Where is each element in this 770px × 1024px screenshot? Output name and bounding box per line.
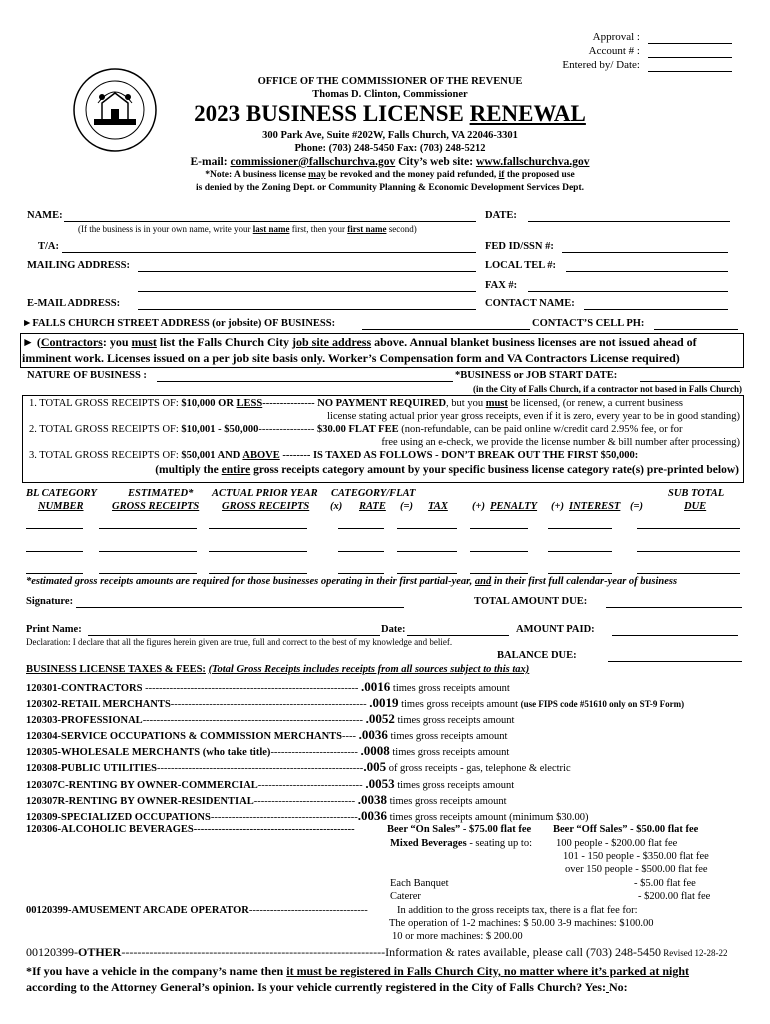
table-cell-blank[interactable] (99, 528, 197, 529)
col-eq-2: (=) (630, 501, 643, 512)
street-address-field[interactable] (362, 329, 530, 330)
contact-name-label: CONTACT NAME: (485, 298, 575, 309)
receipts-tier-3: 3. TOTAL GROSS RECEIPTS OF: $50,001 AND ABOVE -------- IS TAXED AS FOLLOWS - DON’T BREAK OUT THE FIRST $50,000: (29, 450, 639, 461)
arcade-info-2: The operation of 1-2 machines: $ 50.00 3-9 machines: $100.00 (389, 918, 654, 929)
start-date-label: *BUSINESS or JOB START DATE: (455, 370, 618, 381)
table-cell-blank[interactable] (338, 573, 384, 574)
mailing-label: MAILING ADDRESS: (27, 260, 130, 271)
table-cell-blank[interactable] (470, 551, 528, 552)
col-due: DUE (684, 501, 707, 512)
name-label: NAME: (27, 210, 63, 221)
table-cell-blank[interactable] (637, 528, 740, 529)
fee-item: 120304-SERVICE OCCUPATIONS & COMMISSION MERCHANTS---- .0036 times gross receipts amount (26, 727, 508, 742)
declaration-text: Declaration: I declare that all the figures herein given are true, full and correct to the best of my knowledge and belief. (26, 637, 453, 647)
vehicle-notice-2: according to the Attorney General’s opinion. Is your vehicle currently registered in the City of Falls Church? Yes: No: (26, 980, 628, 994)
contractor-notice-box (20, 333, 744, 368)
signature-field[interactable] (76, 607, 404, 608)
localtel-field[interactable] (566, 271, 728, 272)
fee-item: 120303-PROFESSIONAL--------------------------------------------------------------- .0052 times gross receipts amount (26, 711, 515, 726)
col-estimated: ESTIMATED* (128, 488, 194, 499)
table-cell-blank[interactable] (209, 573, 307, 574)
table-cell-blank[interactable] (637, 551, 740, 552)
table-cell-blank[interactable] (209, 551, 307, 552)
table-cell-blank[interactable] (397, 528, 457, 529)
website-link[interactable]: www.fallschurchva.gov (475, 156, 590, 168)
fee-item: 120307R-RENTING BY OWNER-RESIDENTIAL----------------------------- .0038 times gross receipts amount (26, 792, 507, 807)
page-title: 2023 BUSINESS LICENSE RENEWAL (194, 101, 586, 126)
fedid-label: FED ID/SSN #: (485, 241, 554, 252)
table-cell-blank[interactable] (209, 528, 307, 529)
col-eq: (=) (400, 501, 413, 512)
alcohol-code: 120306-ALCOHOLIC BEVERAGES---------------------------------------------- (26, 824, 355, 835)
name-hint: (If the business is in your own name, write your last name first, then your first name second) (78, 224, 417, 234)
col-x: (x) (330, 501, 343, 512)
nature-label: NATURE OF BUSINESS : (27, 370, 147, 381)
email-website-line: E-mail: commissioner@fallschurchva.gov City’s web site: www.fallschurchva.gov (190, 156, 590, 168)
col-tax: TAX (428, 501, 448, 512)
name-field[interactable] (64, 221, 476, 222)
col-subtotal: SUB TOTAL (668, 488, 725, 499)
start-date-field[interactable] (640, 381, 740, 382)
banquet-label: Each Banquet (390, 878, 449, 889)
account-line[interactable] (648, 57, 732, 58)
mixed-tier-3: over 150 people - $500.00 flat fee (565, 864, 708, 875)
cell-label: CONTACT’S CELL PH: (532, 318, 645, 329)
table-cell-blank[interactable] (548, 551, 612, 552)
table-footnote: *estimated gross receipts amounts are required for those businesses operating in their first partial-year, and in their first full calendar-year of business (26, 576, 678, 587)
col-category-flat: CATEGORY/FLAT (331, 488, 416, 499)
table-cell-blank[interactable] (26, 551, 83, 552)
amount-paid-label: AMOUNT PAID: (516, 624, 595, 635)
col-plus-1: (+) (472, 501, 485, 512)
fax-label: FAX #: (485, 280, 518, 291)
vehicle-notice-1: *If you have a vehicle in the company’s name then it must be registered in Falls Church City, no matter where it’s parked at night (26, 964, 690, 978)
receipts-tier-2-detail: free using an e-check, we provide the license number & bill number after processing) (381, 437, 740, 448)
cell-field[interactable] (654, 329, 738, 330)
col-interest: INTEREST (569, 501, 621, 512)
table-cell-blank[interactable] (338, 551, 384, 552)
fees-heading: BUSINESS LICENSE TAXES & FEES: (Total Gross Receipts includes receipts from all sources subject to this tax) (26, 664, 530, 675)
caterer-label: Caterer (390, 891, 421, 902)
total-due-field[interactable] (606, 607, 742, 608)
entered-label: Entered by/ Date: (562, 59, 640, 71)
note-line-2: is denied by the Zoning Dept. or Community Planning & Economic Development Services Dept. (195, 183, 584, 193)
table-cell-blank[interactable] (548, 528, 612, 529)
mixed-tier-2: 101 - 150 people - $350.00 flat fee (563, 851, 709, 862)
arcade-info-3: 10 or more machines: $ 200.00 (392, 931, 523, 942)
table-cell-blank[interactable] (470, 528, 528, 529)
table-cell-blank[interactable] (338, 528, 384, 529)
mixed-beverages: Mixed Beverages - seating up to: (390, 838, 533, 849)
beer-off-sales: Beer “Off Sales” - $50.00 flat fee (553, 824, 699, 835)
table-cell-blank[interactable] (637, 573, 740, 574)
gross-receipts-box (22, 395, 744, 483)
office-address: 300 Park Ave, Suite #202W, Falls Church, VA 22046-3301 (262, 130, 518, 141)
date-label: DATE: (485, 210, 517, 221)
col-number: NUMBER (38, 501, 84, 512)
email-link[interactable]: commissioner@fallschurchva.gov (230, 156, 396, 168)
approval-line[interactable] (648, 43, 732, 44)
office-name: OFFICE OF THE COMMISSIONER OF THE REVENUE (257, 76, 523, 87)
entered-line[interactable] (648, 71, 732, 72)
table-cell-blank[interactable] (99, 573, 197, 574)
amount-paid-field[interactable] (612, 635, 738, 636)
start-date-hint: (in the City of Falls Church, if a contractor not based in Falls Church) (472, 384, 742, 394)
col-penalty: PENALTY (490, 501, 538, 512)
sign-date-label: Date: (381, 624, 406, 635)
mailing-field[interactable] (138, 271, 476, 272)
localtel-label: LOCAL TEL #: (485, 260, 556, 271)
col-plus-2: (+) (551, 501, 564, 512)
ta-label: T/A: (38, 241, 59, 252)
fee-item: 120307C-RENTING BY OWNER-COMMERCIAL------------------------------ .0053 times gross receipts amount (26, 776, 515, 791)
table-cell-blank[interactable] (397, 551, 457, 552)
fee-item: 120305-WHOLESALE MERCHANTS (who take title)------------------------- .0008 times gross receipts amount (26, 743, 510, 758)
table-cell-blank[interactable] (470, 573, 528, 574)
fee-item: 120308-PUBLIC UTILITIES-----------------------------------------------------------.005 of gross receipts - gas, telephone & electric (26, 759, 571, 774)
mailing-field-2[interactable] (138, 291, 476, 292)
contractor-notice-line-2: imminent work. Licenses issued on a per job site basis only. Worker’s Compensation form and VA Contractors License required) (22, 351, 680, 365)
office-phone: Phone: (703) 248-5450 Fax: (703) 248-5212 (294, 143, 486, 154)
fedid-field[interactable] (562, 252, 728, 253)
account-label: Account # : (588, 45, 640, 57)
col-bl-category: BL CATEGORY (26, 488, 97, 499)
commissioner-name: Thomas D. Clinton, Commissioner (312, 89, 468, 100)
fax-field[interactable] (528, 291, 728, 292)
print-name-field[interactable] (88, 635, 380, 636)
table-cell-blank[interactable] (548, 573, 612, 574)
balance-due-field[interactable] (608, 661, 742, 662)
fee-item: 120302-RETAIL MERCHANTS-------------------------------------------------------- .0019 times gross receipts amount (use FIPS code #51610 only on ST-9 Form) (26, 695, 685, 710)
signature-label: Signature: (26, 596, 74, 607)
ta-field[interactable] (62, 252, 476, 253)
print-name-label: Print Name: (26, 624, 82, 635)
sign-date-field[interactable] (407, 635, 509, 636)
caterer-fee: - $200.00 flat fee (638, 891, 711, 902)
receipts-tier-3-detail: (multiply the entire gross receipts category amount by your specific business license category rate(s) pre-printed below) (155, 464, 739, 476)
banquet-fee: - $5.00 flat fee (634, 878, 696, 889)
receipts-tier-2: 2. TOTAL GROSS RECEIPTS OF: $10,001 - $50,000---------------- $30.00 FLAT FEE (non-refundable, can be paid online w/credit card 2.95% fee, or for (29, 424, 683, 435)
nature-field[interactable] (157, 381, 453, 382)
beer-on-sales: Beer “On Sales” - $75.00 flat fee (387, 824, 532, 835)
approval-label: Approval : (592, 31, 640, 43)
mixed-tier-1: 100 people - $200.00 flat fee (556, 838, 678, 849)
contractor-notice-line-1: ► (Contractors: you must list the Falls Church City job site address above. Annual blanket business licenses are not issued ahead of (22, 335, 697, 349)
col-rate: RATE (359, 501, 386, 512)
email-address-label: E-MAIL ADDRESS: (27, 298, 121, 309)
col-gross-receipts-2: GROSS RECEIPTS (222, 501, 310, 512)
arcade-info-1: In addition to the gross receipts tax, there is a flat fee for: (397, 905, 638, 916)
fee-item: 120301-CONTRACTORS ------------------------------------------------------------- .0016 times gross receipts amount (26, 679, 510, 694)
street-address-label: ►FALLS CHURCH STREET ADDRESS (or jobsite) OF BUSINESS: (22, 318, 336, 329)
date-field[interactable] (528, 221, 730, 222)
table-cell-blank[interactable] (26, 528, 83, 529)
other-line: 00120399-OTHER------------------------------------------------------------------Information & rates available, please call (703) 248-5450 Revised 12-28-22 (26, 945, 728, 959)
balance-due-label: BALANCE DUE: (497, 650, 577, 661)
contact-name-field[interactable] (584, 309, 728, 310)
total-due-label: TOTAL AMOUNT DUE: (474, 596, 588, 607)
table-cell-blank[interactable] (99, 551, 197, 552)
fee-item: 120309-SPECIALIZED OCCUPATIONS------------------------------------------.0036 times gross receipts amount (minimum $30.00) (26, 808, 589, 823)
table-cell-blank[interactable] (397, 573, 457, 574)
receipts-tier-1-detail: license stating actual prior year gross receipts, even if it is zero, every year to be in good standing) (327, 411, 740, 422)
table-cell-blank[interactable] (26, 573, 83, 574)
arcade-code: 00120399-AMUSEMENT ARCADE OPERATOR---------------------------------- (26, 905, 368, 916)
note-line-1: *Note: A business license may be revoked and the money paid refunded, if the proposed use (205, 170, 575, 180)
col-actual: ACTUAL PRIOR YEAR (212, 488, 318, 499)
col-gross-receipts-1: GROSS RECEIPTS (112, 501, 200, 512)
city-seal (72, 67, 158, 153)
receipts-tier-1: 1. TOTAL GROSS RECEIPTS OF: $10,000 OR LESS--------------- NO PAYMENT REQUIRED, but you must be licensed, (or renew, a current business (29, 398, 684, 409)
email-address-field[interactable] (138, 309, 476, 310)
